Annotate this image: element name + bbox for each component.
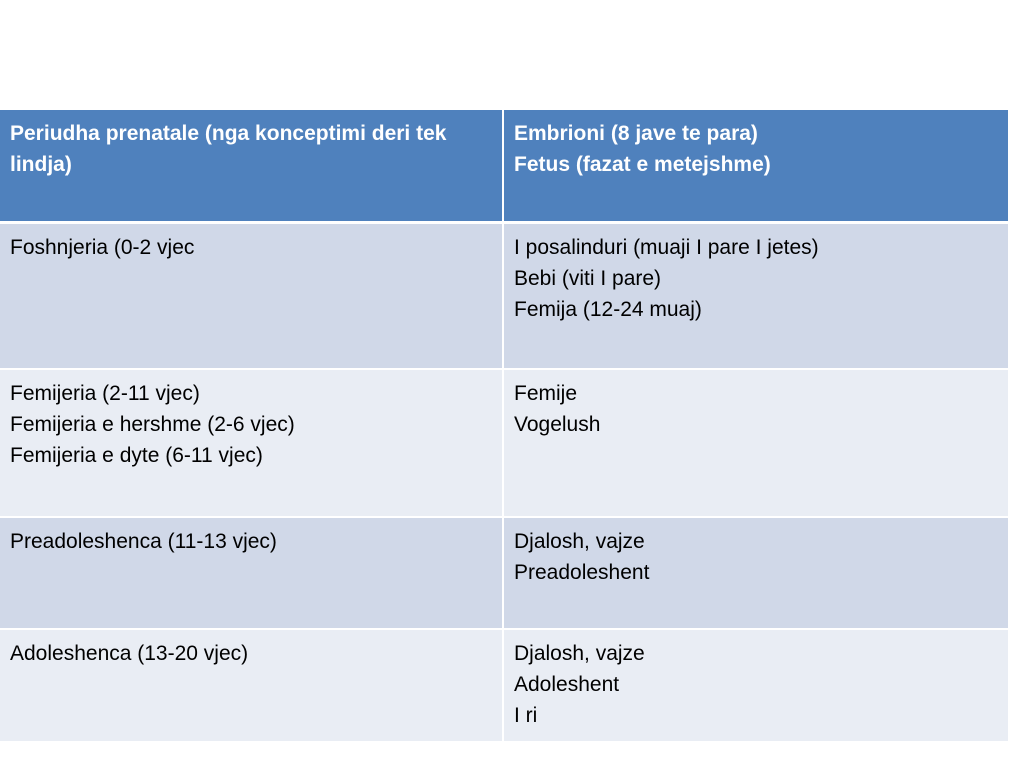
header-stage-line: Fetus (fazat e metejshme) (514, 153, 771, 176)
stage-name-line: Femija (12-24 muaj) (514, 298, 702, 321)
period-cell (0, 518, 504, 630)
header-cell-period (0, 110, 504, 224)
table-row (0, 630, 1008, 743)
table-row (0, 518, 1008, 630)
stage-name-line: Djalosh, vajze (514, 530, 645, 553)
table-header-row (0, 110, 1008, 224)
table-row (0, 370, 1008, 518)
stage-name-cell (504, 630, 1008, 743)
period-line: Femijeria (2-11 vjec) (10, 382, 200, 405)
table-row (0, 224, 1008, 370)
stage-name-line: I ri (514, 704, 538, 727)
development-stages-table (0, 110, 1008, 743)
header-cell-stage-name (504, 110, 1008, 224)
stage-name-line: Bebi (viti I pare) (514, 267, 662, 290)
stage-name-line: Femije (514, 382, 578, 405)
stage-name-cell (504, 518, 1008, 630)
period-line: Foshnjeria (0-2 vjec (10, 236, 195, 259)
stage-name-line: I posalinduri (muaji I pare I jetes) (514, 236, 819, 259)
stage-name-line: Adoleshent (514, 673, 620, 696)
period-line: Adoleshenca (13-20 vjec) (10, 642, 249, 665)
header-stage-line: Embrioni (8 jave te para) (514, 122, 758, 145)
period-cell (0, 370, 504, 518)
header-period-text: Periudha prenatale (nga konceptimi deri tek lindja) (10, 122, 453, 176)
stage-name-line: Vogelush (514, 413, 601, 436)
stage-name-cell (504, 370, 1008, 518)
stage-name-line: Preadoleshent (514, 561, 650, 584)
period-line: Femijeria e dyte (6-11 vjec) (10, 444, 263, 467)
period-line: Femijeria e hershme (2-6 vjec) (10, 413, 295, 436)
stage-name-cell (504, 224, 1008, 370)
period-cell (0, 630, 504, 743)
stage-name-line: Djalosh, vajze (514, 642, 645, 665)
period-cell (0, 224, 504, 370)
period-line: Preadoleshenca (11-13 vjec) (10, 530, 277, 553)
